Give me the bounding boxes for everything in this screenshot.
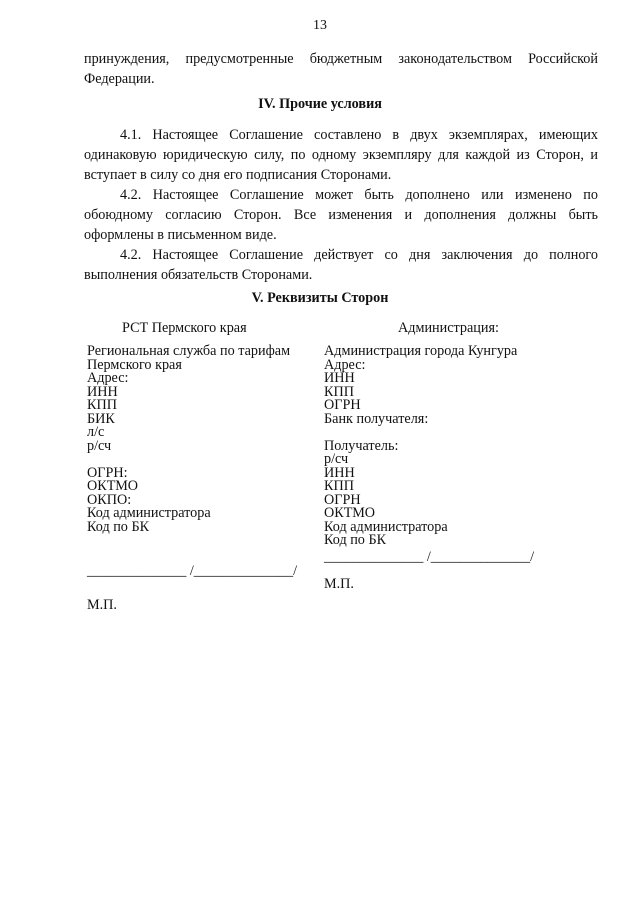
left-party-header: РСТ Пермского края — [122, 320, 247, 336]
left-signature-line: ______________ /______________/ — [87, 563, 298, 579]
right-line: ИНН — [324, 464, 355, 481]
left-line: Код по БК — [87, 518, 150, 535]
left-line: БИК — [87, 410, 115, 427]
right-stamp-place: М.П. — [324, 576, 354, 592]
section-4-body — [84, 125, 598, 285]
paragraph-4-1: 4.1. Настоящее Соглашение составлено в двух экземплярах, имеющих одинаковую юридическую силу, по одному экземпляру для каждой из Сторон, и вступает в силу со дня его подписания Сторонами. — [84, 127, 598, 183]
right-line: ОГРН — [324, 491, 361, 508]
right-line: Код по БК — [324, 532, 387, 548]
left-line: ИНН — [87, 383, 118, 400]
page-number: 13 — [313, 18, 327, 33]
section-4-title: IV. Прочие условия — [258, 96, 382, 112]
right-party-header: Администрация: — [398, 320, 499, 336]
paragraph-4-2: 4.2. Настоящее Соглашение может быть дополнено или изменено по обоюдному согласию Сторон. Все изменения и дополнения должны быть оформлены в письменном виде. — [84, 187, 598, 243]
right-line: ОКТМО — [324, 505, 376, 521]
left-line: Адрес: — [87, 370, 129, 386]
left-line: Код администратора — [87, 505, 211, 521]
left-line: ОГРН: — [87, 464, 128, 481]
right-signature-line: ______________ /______________/ — [324, 549, 535, 565]
right-line: КПП — [324, 478, 354, 494]
left-line: ОКТМО — [87, 478, 139, 494]
intro-paragraph — [84, 49, 598, 89]
right-line: р/сч — [324, 451, 349, 467]
section-5-title: V. Реквизиты Сторон — [251, 290, 389, 306]
right-line: Код администратора — [324, 518, 448, 535]
left-line: ОКПО: — [87, 491, 132, 508]
right-line: ИНН — [324, 370, 355, 386]
left-line: КПП — [87, 397, 117, 413]
paragraph-4-3: 4.2. Настоящее Соглашение действует со дня заключения до полного выполнения обязательств Сторонами. — [84, 247, 598, 283]
right-line: Банк получателя: — [324, 410, 429, 427]
left-line: р/сч — [87, 437, 112, 454]
right-line: Адрес: — [324, 356, 366, 373]
right-line: Администрация города Кунгура — [324, 343, 518, 359]
right-line: Получатель: — [324, 437, 399, 454]
right-line: ОГРН — [324, 397, 361, 413]
left-line: л/с — [87, 424, 105, 440]
right-line: КПП — [324, 383, 354, 400]
left-stamp-place: М.П. — [87, 597, 117, 613]
left-party-details — [87, 345, 290, 534]
left-line: Пермского края — [87, 356, 182, 373]
left-line: Региональная служба по тарифам — [87, 343, 291, 359]
right-party-details — [324, 345, 517, 548]
intro-paragraph-text: принуждения, предусмотренные бюджетным законодательством Российской Федерации. — [84, 51, 598, 87]
